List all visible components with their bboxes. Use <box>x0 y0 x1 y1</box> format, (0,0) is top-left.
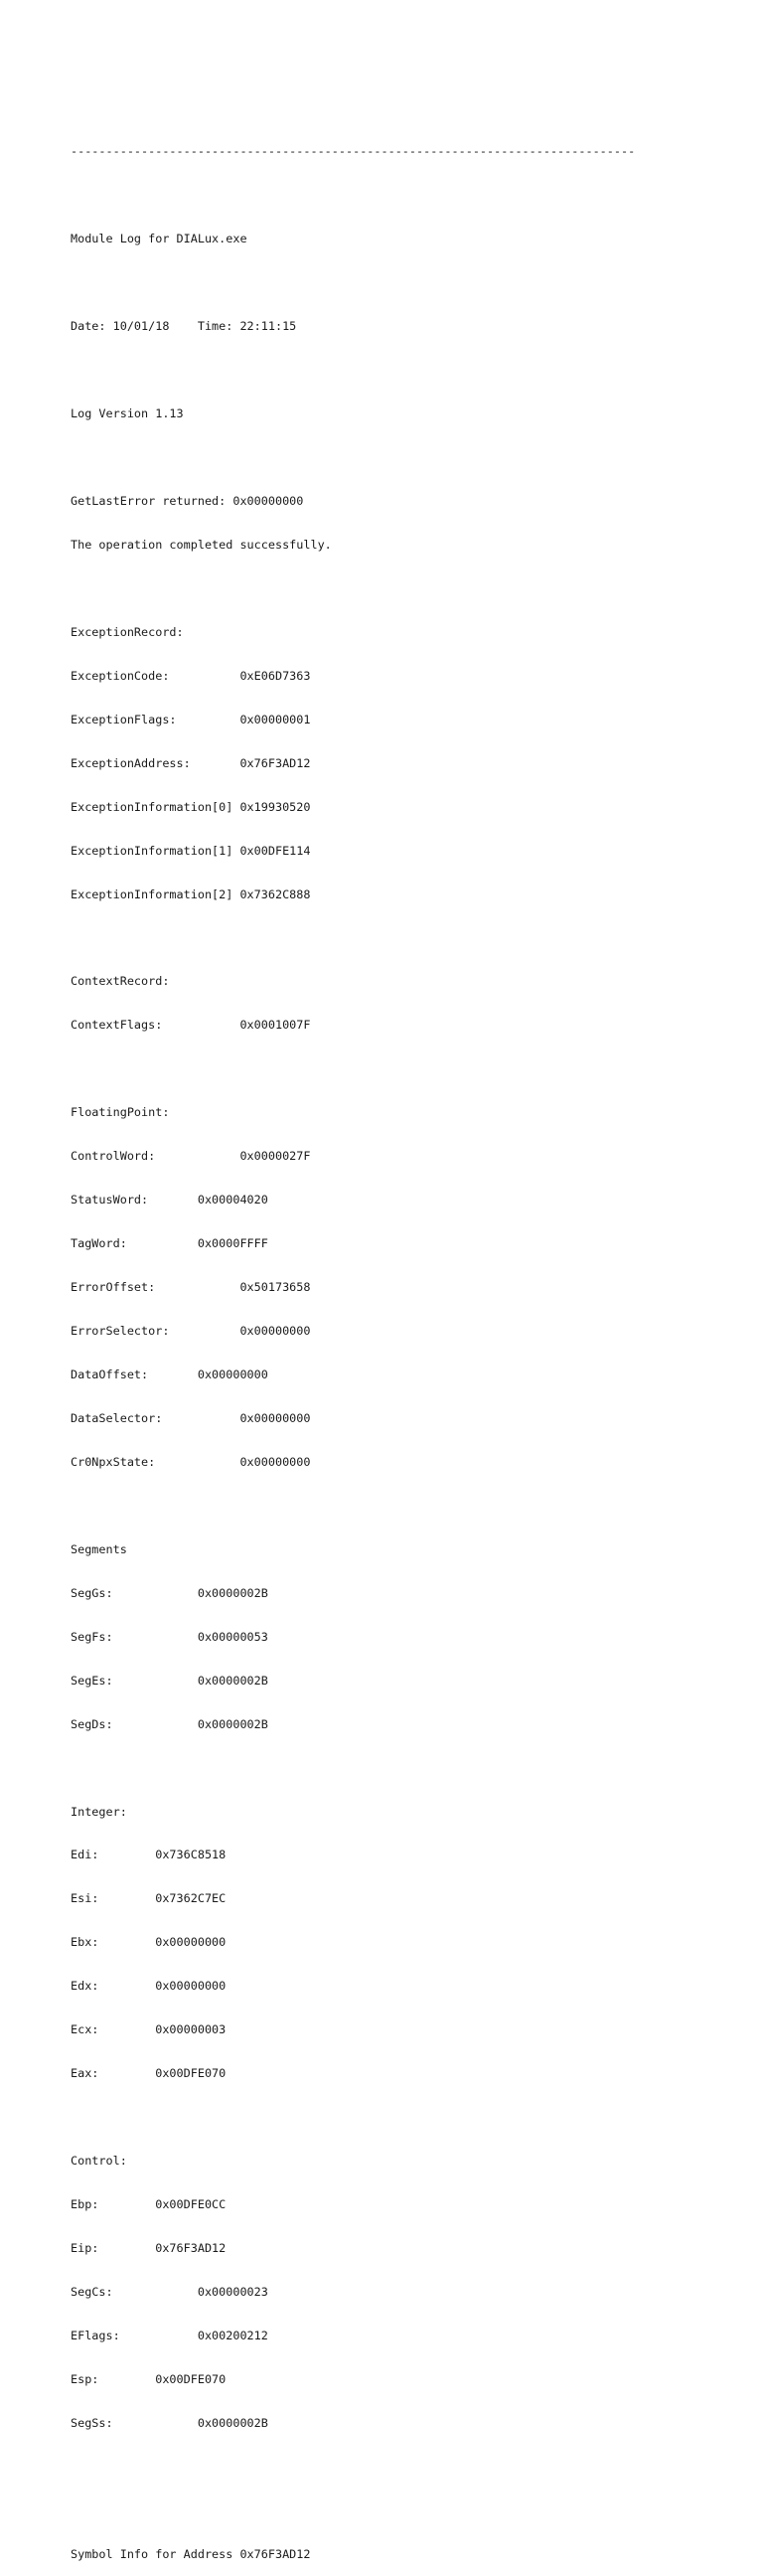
seg-cs-line: SegCs: 0x00000023 <box>71 2285 268 2300</box>
context-flags-line: ContextFlags: 0x0001007F <box>71 1018 311 1033</box>
blank-line <box>71 930 746 945</box>
exception-flags-line: ExceptionFlags: 0x00000001 <box>71 712 311 726</box>
eip-line: Eip: 0x76F3AD12 <box>71 2241 227 2256</box>
blank-line <box>71 2503 746 2518</box>
blank-line <box>71 363 746 378</box>
seg-ss-line: SegSs: 0x0000002B <box>71 2415 268 2430</box>
eflags-line: EFlags: 0x00200212 <box>71 2328 268 2342</box>
edi-line: Edi: 0x736C8518 <box>71 1848 227 1862</box>
segments-heading: Segments <box>71 1541 127 1556</box>
blank-line <box>71 275 746 290</box>
esp-line: Esp: 0x00DFE070 <box>71 2371 227 2386</box>
blank-line <box>71 188 746 203</box>
blank-line <box>71 1061 746 1076</box>
blank-line <box>71 1761 746 1776</box>
separator-line: -------------------------------------------------------------------------------- <box>71 144 636 159</box>
edx-line: Edx: 0x00000000 <box>71 1979 227 1994</box>
ebp-line: Ebp: 0x00DFE0CC <box>71 2197 227 2212</box>
exception-information-2-line: ExceptionInformation[2] 0x7362C888 <box>71 886 311 901</box>
symbol-info-line: Symbol Info for Address 0x76F3AD12 <box>71 2546 311 2561</box>
blank-line <box>71 2460 746 2475</box>
integer-heading: Integer: <box>71 1804 127 1819</box>
eax-line: Eax: 0x00DFE070 <box>71 2066 227 2081</box>
error-selector-line: ErrorSelector: 0x00000000 <box>71 1324 311 1339</box>
blank-line <box>71 581 746 596</box>
ecx-line: Ecx: 0x00000003 <box>71 2022 227 2037</box>
esi-line: Esi: 0x7362C7EC <box>71 1891 227 1906</box>
control-word-line: ControlWord: 0x0000027F <box>71 1149 311 1164</box>
data-selector-line: DataSelector: 0x00000000 <box>71 1410 311 1425</box>
log-title: Module Log for DIALux.exe <box>71 232 247 246</box>
last-error-line: GetLastError returned: 0x00000000 <box>71 493 304 508</box>
data-offset-line: DataOffset: 0x00000000 <box>71 1368 268 1381</box>
control-heading: Control: <box>71 2154 127 2169</box>
status-word-line: StatusWord: 0x00004020 <box>71 1193 268 1208</box>
exception-information-0-line: ExceptionInformation[0] 0x19930520 <box>71 799 311 814</box>
exception-information-1-line: ExceptionInformation[1] 0x00DFE114 <box>71 843 311 858</box>
floating-point-heading: FloatingPoint: <box>71 1105 170 1120</box>
error-offset-line: ErrorOffset: 0x50173658 <box>71 1280 311 1295</box>
cr0-npx-state-line: Cr0NpxState: 0x00000000 <box>71 1454 311 1469</box>
seg-gs-line: SegGs: 0x0000002B <box>71 1585 268 1600</box>
module-log-document <box>71 115 746 2576</box>
blank-line <box>71 1499 746 1514</box>
seg-es-line: SegEs: 0x0000002B <box>71 1673 268 1688</box>
exception-code-line: ExceptionCode: 0xE06D7363 <box>71 668 311 683</box>
ebx-line: Ebx: 0x00000000 <box>71 1935 227 1950</box>
exception-address-line: ExceptionAddress: 0x76F3AD12 <box>71 755 311 770</box>
context-record-heading: ContextRecord: <box>71 974 170 989</box>
seg-fs-line: SegFs: 0x00000053 <box>71 1629 268 1644</box>
exception-record-heading: ExceptionRecord: <box>71 624 184 639</box>
blank-line <box>71 450 746 465</box>
blank-line <box>71 2110 746 2125</box>
error-message-line: The operation completed successfully. <box>71 537 332 552</box>
tag-word-line: TagWord: 0x0000FFFF <box>71 1236 268 1251</box>
log-version-line: Log Version 1.13 <box>71 406 184 421</box>
seg-ds-line: SegDs: 0x0000002B <box>71 1716 268 1731</box>
date-time-line: Date: 10/01/18 Time: 22:11:15 <box>71 319 297 334</box>
